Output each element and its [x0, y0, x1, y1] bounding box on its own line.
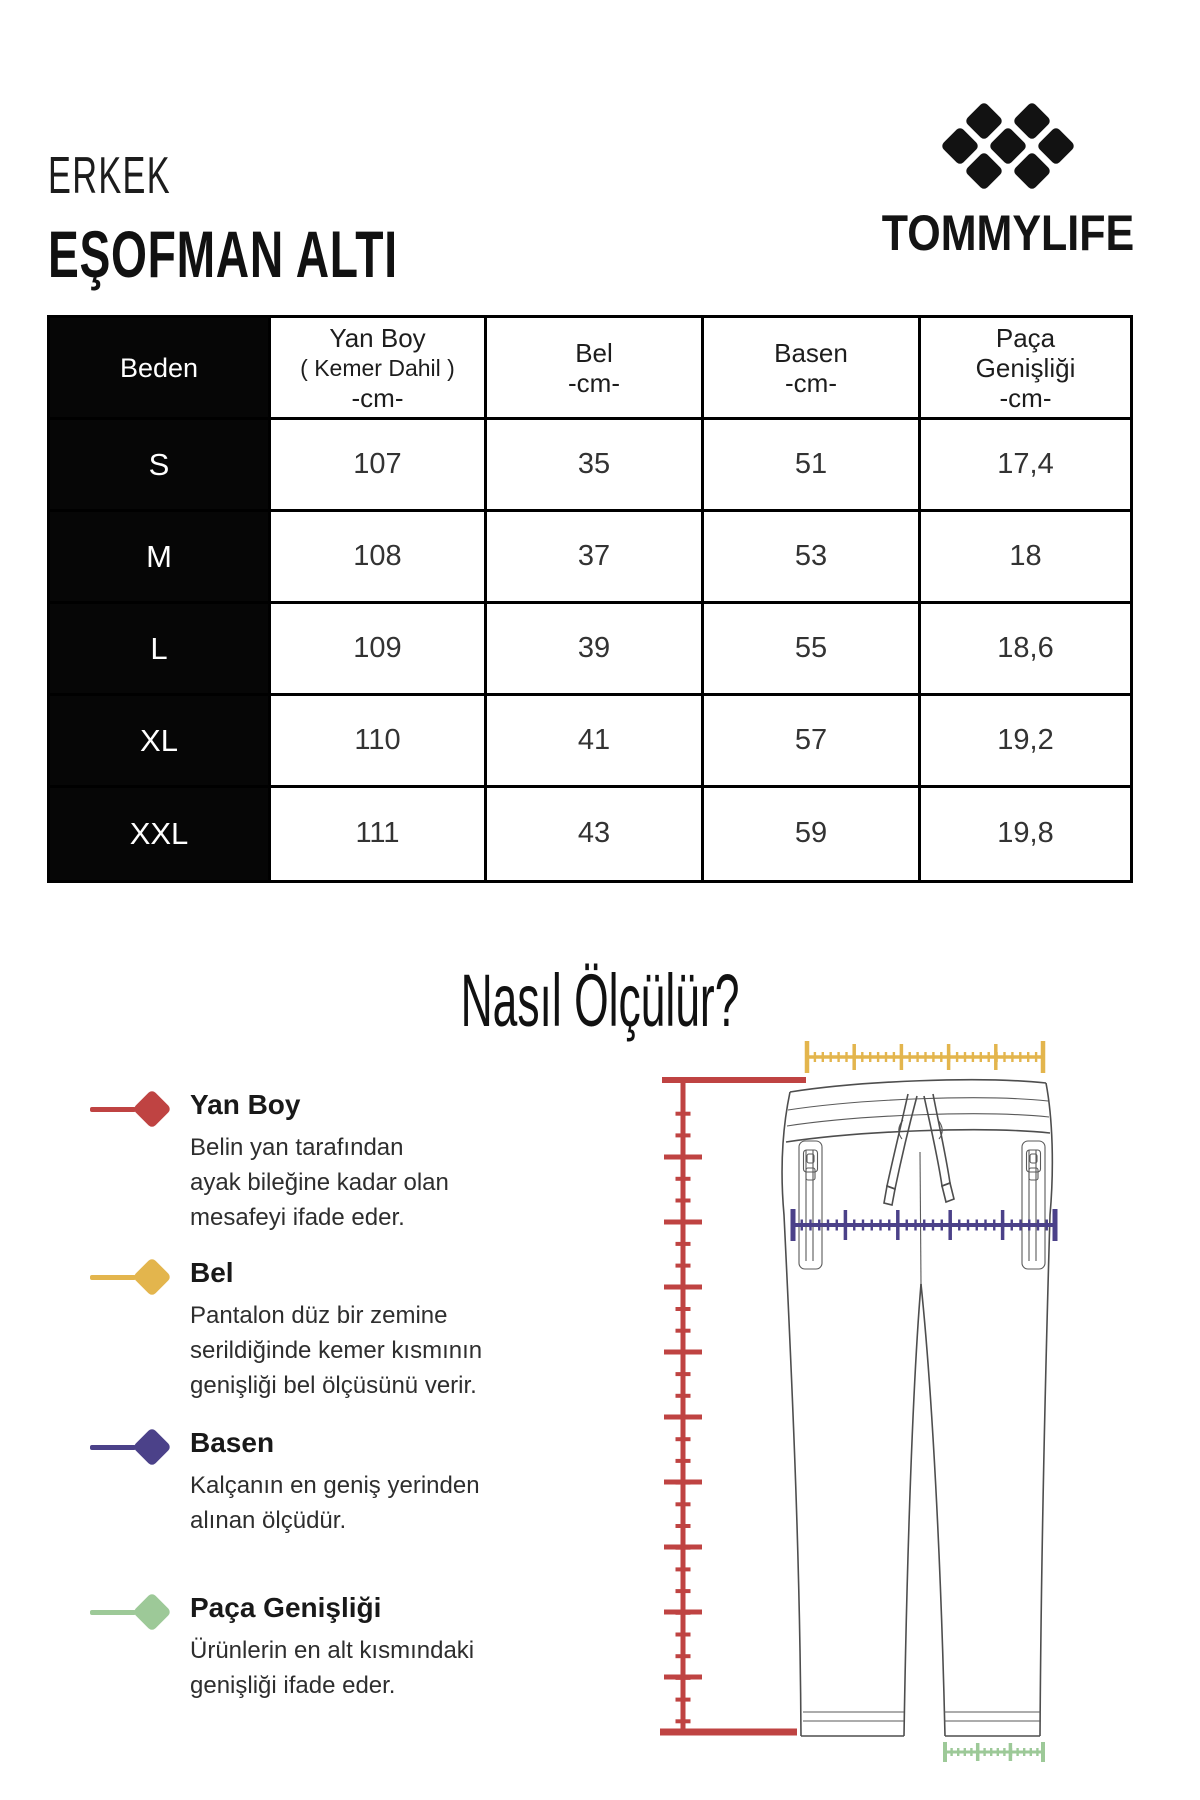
size-table	[47, 315, 1133, 883]
basen-ruler	[793, 1209, 1055, 1241]
yan-boy-diamond-marker-icon	[90, 1092, 190, 1128]
legend-description: Kalçanın en geniş yerinden alınan ölçüdür.	[190, 1472, 480, 1534]
cell-xxl-yan-boy: 111	[271, 788, 487, 880]
cell-xxl-paca: 19,8	[997, 817, 1054, 850]
size-label-s: S	[50, 420, 271, 512]
size-label-xl: XL	[50, 696, 271, 788]
pants-measurement-diagram	[550, 1030, 1110, 1780]
cell-xxl-bel: 43	[487, 788, 704, 880]
basen-diamond-marker-icon	[90, 1430, 190, 1466]
cell-xl-bel: 41	[487, 696, 704, 788]
drawstring-laces	[884, 1094, 954, 1205]
legend-description: Belin yan tarafından ayak bileğine kadar olan mesafeyi ifade eder.	[190, 1134, 449, 1231]
cell-m-yan-boy: 108	[271, 512, 487, 604]
legend-item-paca-genisligi	[90, 1593, 530, 1703]
column-header-bel: Bel -cm-	[487, 318, 704, 420]
cell-s-paca: 17,4	[921, 420, 1130, 512]
cell-m-basen: 53	[704, 512, 921, 604]
brand-diamond-logo-icon	[938, 100, 1078, 192]
legend-label: Paça Genişliği	[190, 1592, 382, 1623]
size-label-m: M	[50, 512, 271, 604]
bel-diamond-marker-icon	[90, 1260, 190, 1296]
pocket-zipper-left	[799, 1141, 822, 1269]
cell-l-basen: 55	[704, 604, 921, 696]
size-label-xxl: XXL	[50, 788, 271, 880]
pocket-zipper-right	[1022, 1141, 1045, 1269]
cell-s-yan-boy: 107	[271, 420, 487, 512]
cell-xl-yan-boy: 110	[271, 696, 487, 788]
legend-item-basen	[90, 1428, 530, 1538]
cell-m-paca: 18	[921, 512, 1130, 604]
legend-label: Bel	[190, 1257, 234, 1288]
product-title: EŞOFMAN ALTI	[48, 217, 398, 291]
legend-item-bel	[90, 1258, 530, 1403]
paca-genisligi-ruler	[945, 1742, 1043, 1762]
column-header-yan-boy: Yan Boy ( Kemer Dahil ) -cm-	[271, 318, 487, 420]
legend-item-yan-boy	[90, 1090, 530, 1235]
paca-genisligi-diamond-marker-icon	[90, 1595, 190, 1631]
column-header-beden: Beden	[50, 318, 271, 420]
cell-s-bel: 35	[487, 420, 704, 512]
legend-label: Yan Boy	[190, 1089, 301, 1120]
cell-l-paca: 18,6	[921, 604, 1130, 696]
legend-description: Pantalon düz bir zemine serildiğinde kemer kısmının genişliği bel ölçüsünü verir.	[190, 1302, 483, 1399]
cell-l-bel: 39	[487, 604, 704, 696]
cell-xl-basen: 57	[704, 696, 921, 788]
legend-label: Basen	[190, 1427, 275, 1458]
cell-m-bel: 37	[487, 512, 704, 604]
bel-ruler	[807, 1041, 1043, 1073]
measure-guide-title: Nasıl Ölçülür?	[460, 959, 740, 1042]
column-header-basen: Basen -cm-	[704, 318, 921, 420]
cell-l-yan-boy: 109	[271, 604, 487, 696]
cell-xl-paca: 19,2	[921, 696, 1130, 788]
pants-outline-drawing	[782, 1080, 1052, 1736]
category-label: ERKEK	[48, 147, 171, 205]
cell-xxl-basen: 59	[704, 788, 921, 880]
cell-s-basen: 51	[704, 420, 921, 512]
brand-name: TOMMYLIFE	[881, 205, 1135, 261]
yan-boy-ruler	[660, 1080, 806, 1732]
column-header-paca-genisligi: Paça Genişliği -cm-	[921, 318, 1130, 420]
legend-description: Ürünlerin en alt kısmındaki genişliği ifade eder.	[190, 1637, 475, 1699]
size-label-l: L	[50, 604, 271, 696]
